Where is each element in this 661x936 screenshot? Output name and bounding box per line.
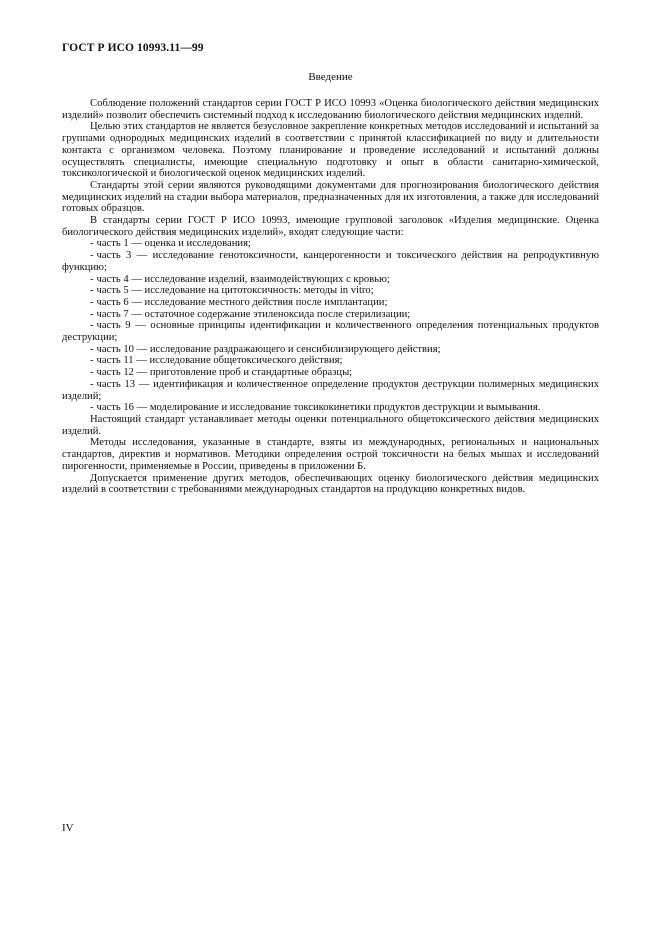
list-item: - часть 1 — оценка и исследования;: [90, 238, 251, 250]
methods-paragraph: Методы исследования, указанные в стандарте, взяты из международных, региональных и национальных стандартов, директив и нормативов. Методики определения острой токсичности на белых мышах и исследований пирогенности, применяемые в России, приведены в приложении Б.: [62, 437, 599, 472]
list-item: - часть 9 — основные принципы идентификации и количественного определения потенциальных продуктов деструкции;: [62, 320, 599, 344]
parts-list: [62, 238, 599, 414]
page-number: IV: [62, 822, 74, 834]
series-paragraph: В стандарты серии ГОСТ Р ИСО 10993, имеющие групповой заголовок «Изделия медицинские. Оценка биологического действия медицинских изделий», входят следующие части:: [62, 215, 599, 238]
section-title: Введение: [308, 71, 353, 83]
list-item: - часть 4 — исследование изделий, взаимодействующих с кровью;: [90, 273, 390, 285]
purpose-paragraph: Целью этих стандартов не является безусловное закрепление конкретных методов исследований и испытаний за группами однородных медицинских изделий в соответствии с принятой классификацией по виду и длительности контакта с организмом человека. Поэтому планирование и проведение исследований и испытаний должны осуществлять специалисты, имеющие специальную подготовку и опыт в области санитарно-химической, токсикологической и биологической оценок медицинских изделий.: [62, 121, 600, 180]
list-item: - часть 5 — исследование на цитотоксичность: методы in vitro;: [90, 285, 374, 297]
alternatives-paragraph: Допускается применение других методов, обеспечивающих оценку биологического действия медицинских изделий в соответствии с требованиями международных стандартов на продукцию конкретных видов.: [62, 472, 599, 496]
guidance-paragraph: Стандарты этой серии являются руководящими документами для прогнозирования биологического действия медицинских изделий на стадии выбора материалов, предназначенных для их изготовления, а также для исследований готовых образцов.: [62, 179, 599, 215]
list-item: - часть 16 — моделирование и исследование токсикокинетики продуктов деструкции и вымывания.: [90, 402, 541, 414]
document-body: [62, 98, 599, 496]
list-item: - часть 13 — идентификация и количественное определение продуктов деструкции полимерных медицинских изделий;: [62, 378, 599, 402]
list-item: - часть 10 — исследование раздражающего и сенсибилизирующего действия;: [90, 343, 441, 355]
scope-paragraph: Настоящий стандарт устанавливает методы оценки потенциального общетоксического действия медицинских изделий.: [62, 413, 599, 437]
intro-paragraph: Соблюдение положений стандартов серии ГОСТ Р ИСО 10993 «Оценка биологического действия медицинских изделий» позволит обеспечить системный подход к исследованию биологического действия медицинских изделий.: [62, 98, 599, 121]
list-item: - часть 6 — исследование местного действия после имплантации;: [90, 296, 388, 308]
list-item: - часть 12 — приготовление проб и стандартные образцы;: [90, 367, 353, 379]
document-header: ГОСТ Р ИСО 10993.11—99: [62, 42, 204, 54]
list-item: - часть 7 — остаточное содержание этиленоксида после стерилизации;: [90, 308, 411, 320]
list-item: - часть 11 — исследование общетоксического действия;: [90, 355, 343, 367]
list-item: - часть 3 — исследование генотоксичности, канцерогенности и токсического действия на репродуктивную функцию;: [62, 250, 599, 273]
